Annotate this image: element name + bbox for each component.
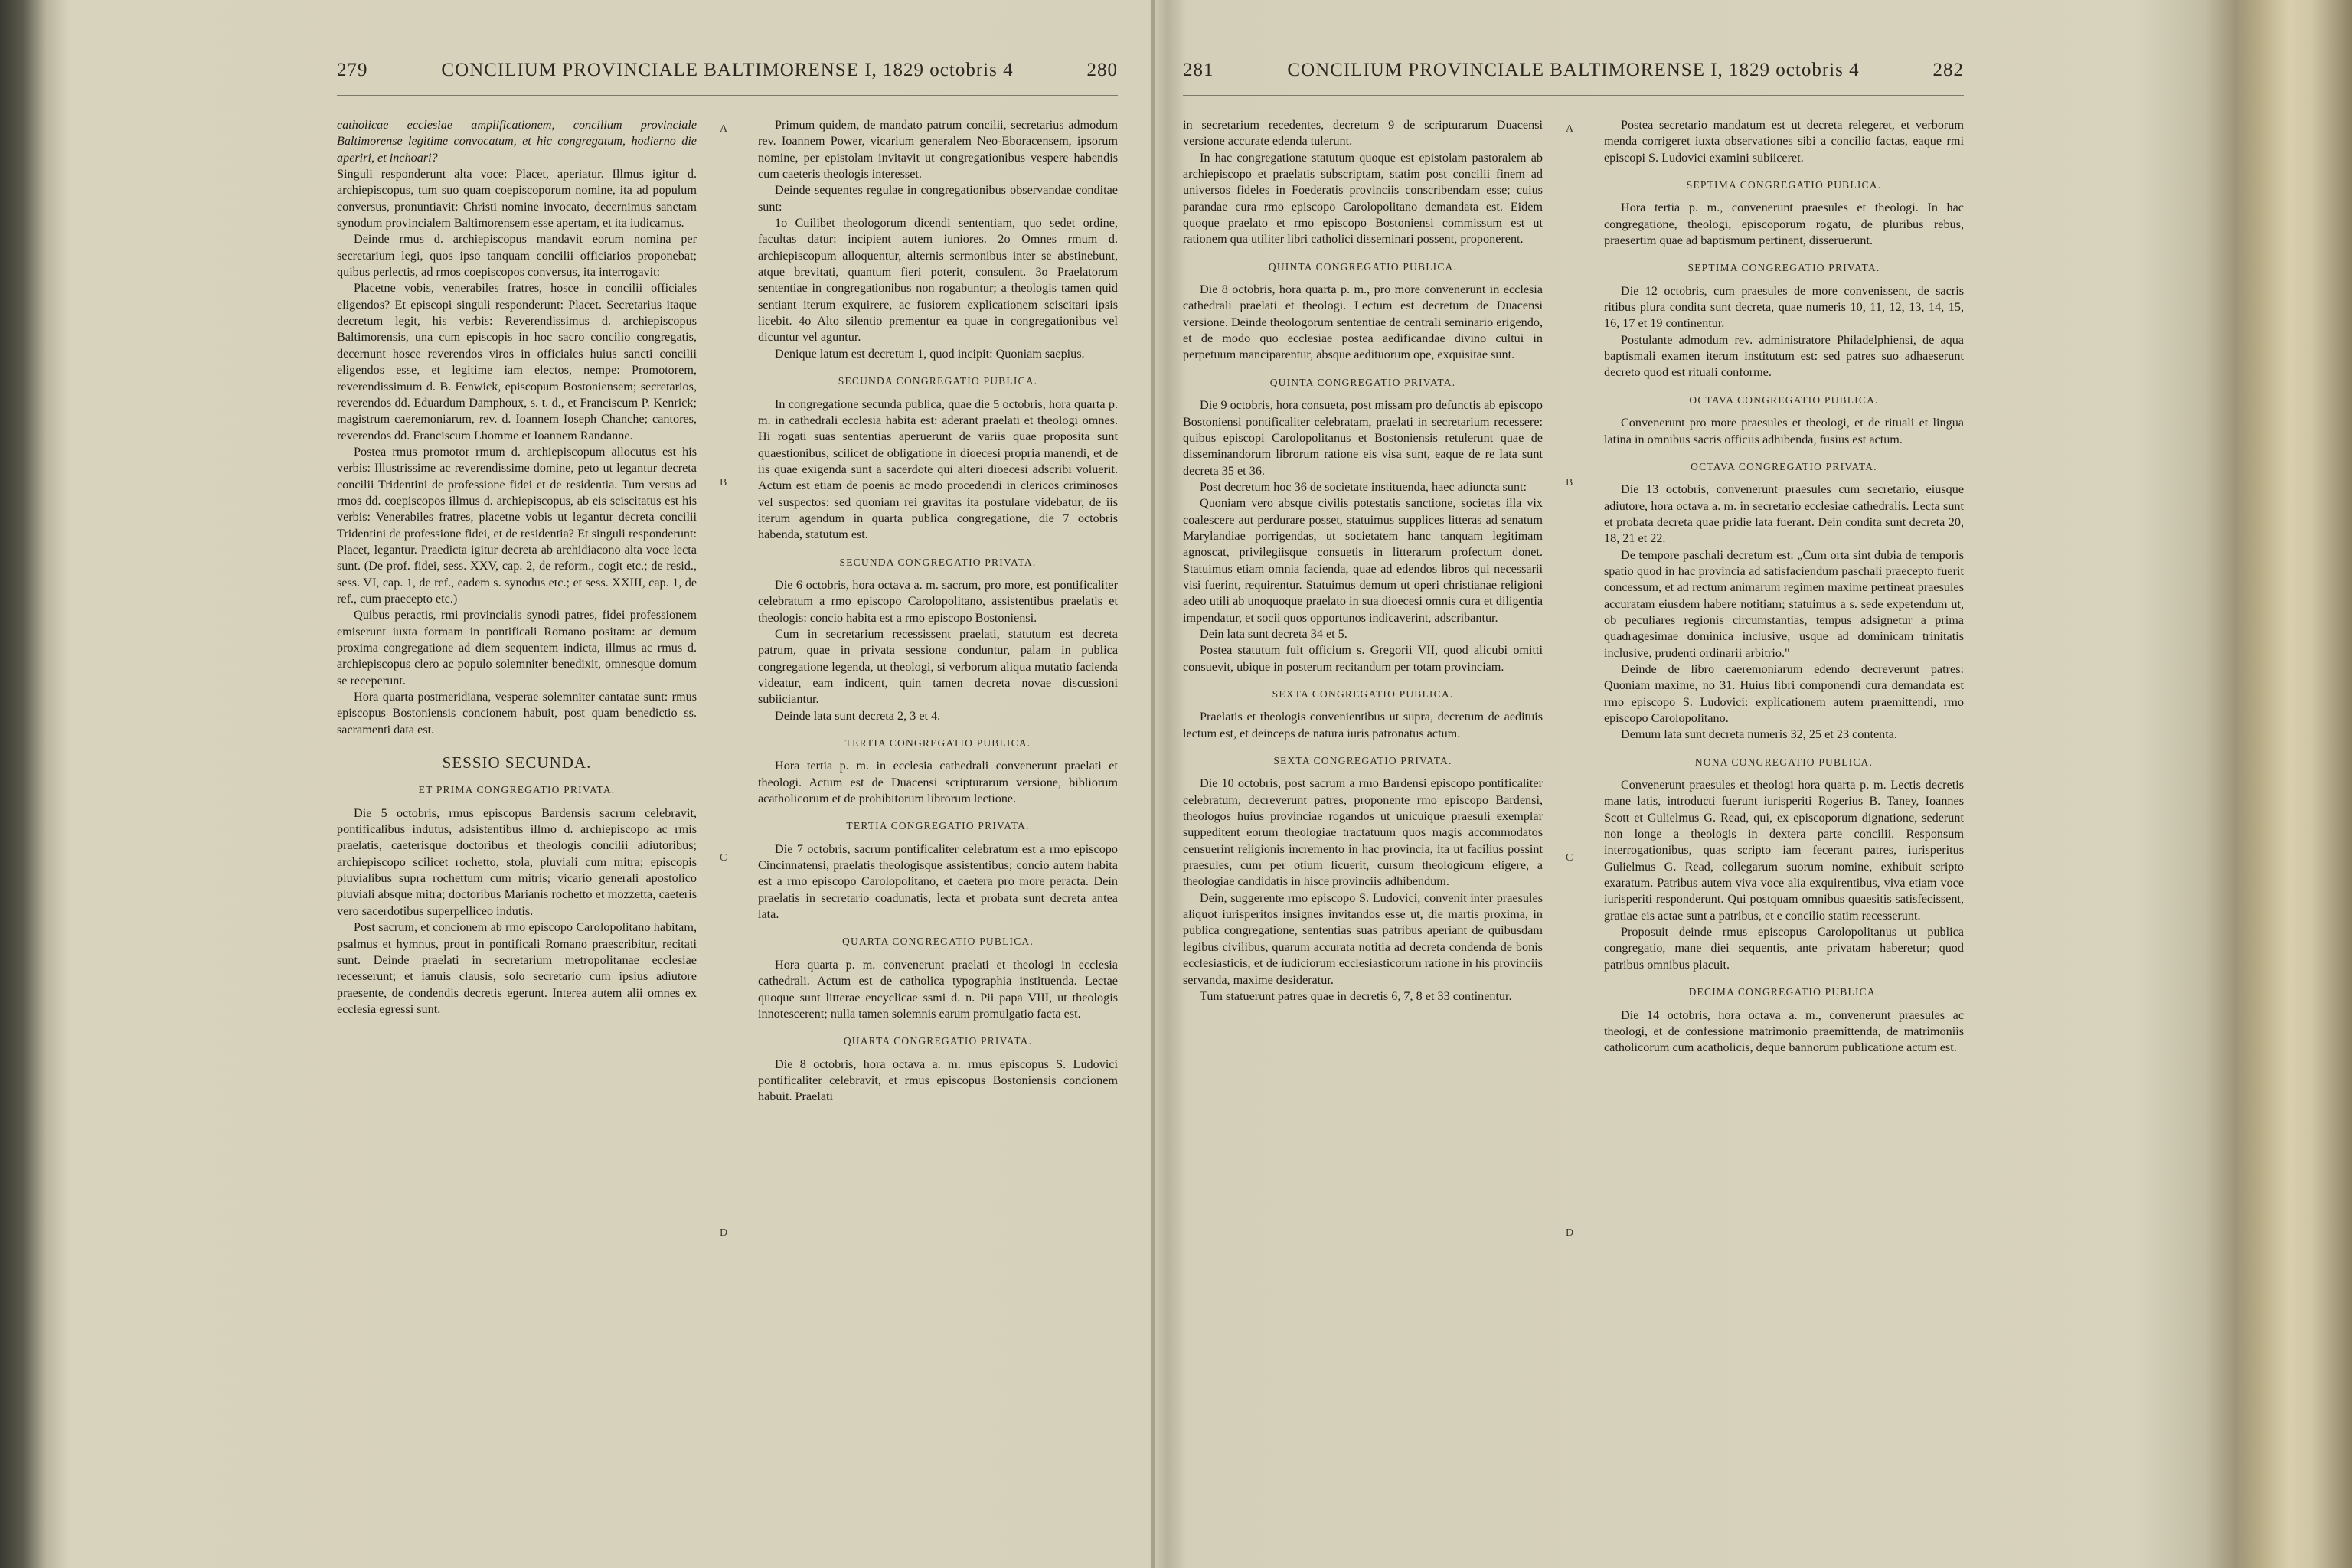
paragraph: Deinde de libro caeremoniarum edendo decreverunt patres: Quoniam maxime, no 31. Huius libri componendi cura demandata est rmo episcopo S. Ludovici: explicationem autem praemittendi, rmo episcopo Carolopolitano. bbox=[1604, 662, 1964, 725]
paragraph: Hora tertia p. m., convenerunt praesules et theologi. In hac congregatione, theologi, episcoporum rogatu, de pluribus rebus, praesertim quae ad baptismum pertinent, disseruerunt. bbox=[1604, 201, 1964, 248]
paragraph: Post decretum hoc 36 de societate instituenda, haec adiuncta sunt: bbox=[1200, 479, 1527, 494]
page-number: 282 bbox=[1932, 60, 1964, 80]
section-heading: TERTIA CONGREGATIO PRIVATA. bbox=[846, 820, 1030, 832]
paragraph: Primum quidem, de mandato patrum concilii, secretarius admodum rev. Ioannem Power, vicarium generalem Neo-Eboracensem, ipsorum nomine, per epistolam invitavit ut congregationibus vespere habendis cum caeteris theologis interesset. bbox=[758, 118, 1118, 181]
paragraph: Placetne vobis, venerabiles fratres, hosce in concilii officiales eligendos? Et episcopi singuli responderunt: Placet. Secretarius itaque decretum legit, his verbis: Reverendissimus d. archiepiscopus Baltimorensis, una cum episcopis in hoc sacro concilio congregatis, decernunt hosce reverendos viros in officiales huius sancti concilii eligendos esse, et legitime iam electos, nempe: Promotorem, reverendissimum d. B. Fenwick, episcopum Bostoniensem; secretarios, reverendos dd. Eduardum Damphoux, s. t. d., et Franciscum P. Kenrick; magistrum caeremoniarum, rev. d. Ioannem Ioseph Chanche; cantores, reverendos dd. Franciscum Lhomme et Ioannem Randanne. bbox=[337, 281, 697, 443]
paragraph: Quibus peractis, rmi provincialis synodi patres, fidei professionem emiserunt iuxta formam in pontificali Romano positam: ac demum proxima congregatione ad diem sequentem indicta, illmus ac rmus d. archiepiscopus clero ac populo solemniter benedixit, omnesque domum se receperunt. bbox=[337, 608, 697, 688]
paragraph: Die 7 octobris, sacrum pontificaliter celebratum est a rmo episcopo Cincinnatensi, praelatis theologisque assistentibus; concio autem habita est a rmo episcopo Carolopolitano, et caetera pro more peracta. Dein praelatis in secretario coadunatis, lecta et probata sunt decreta antea lata. bbox=[758, 841, 1118, 922]
section-heading: DECIMA CONGREGATIO PUBLICA. bbox=[1688, 986, 1880, 998]
paragraph: Praelatis et theologis convenientibus ut supra, decretum de aedituis lectum est, et deinceps de natura iuris patronatus actum. bbox=[1183, 710, 1543, 740]
paragraph: Dein lata sunt decreta 34 et 5. bbox=[1200, 626, 1348, 641]
paragraph: Die 9 octobris, hora consueta, post missam pro defunctis ab episcopo Bostoniensi pontificaliter celebratam, praelati in secretarium recessere: quibus episcopi Carolopolitanus et Bostoniensis retulerunt quae de disseminandorum librorum ratione eis visa sunt, eaque de re lata sunt decreta 35 et 36. bbox=[1183, 398, 1543, 478]
section-heading: QUARTA CONGREGATIO PUBLICA. bbox=[842, 936, 1034, 948]
margin-letter: C bbox=[720, 852, 727, 864]
paragraph: In hac congregatione statutum quoque est epistolam pastoralem ab archiepiscopo et praelatis subscriptam, statim post concilii finem ad universos fideles in Foederatis provinciis conscribendam esse; cuius parandae cura rmo episcopo Carolopolitano demandata est. Eidem quoque praelato et rmo episcopo Bostoniensi commissum est ut rationem qua utiliter libri catholici disseminari possent, proponerent. bbox=[1183, 150, 1543, 247]
paragraph: Cum in secretarium recessissent praelati, statutum est decreta patrum, quae in privata sessione conduntur, palam in publica congregatione legenda, ut theologi, si verborum aliqua mutatio facienda videatur, eam indicent, quin tamen decreta novae discussioni subiiciantur. bbox=[758, 626, 1118, 707]
paragraph: Deinde rmus d. archiepiscopus mandavit eorum nomina per secretarium legi, quos ipso tanquam concilii officiarios proponebat; quibus perlectis, ad rmos coepiscopos conversus, ita interrogavit: bbox=[337, 232, 697, 279]
paragraph: Tum statuerunt patres quae in decretis 6, 7, 8 et 33 continentur. bbox=[1200, 988, 1512, 1003]
paragraph: Postea secretario mandatum est ut decreta relegeret, et verborum menda corrigeret iuxta observationes sibi a concilio factas, eaque rmi episcopi S. Ludovici examini subiiceret. bbox=[1604, 118, 1964, 165]
paragraph: Postea statutum fuit officium s. Gregorii VII, quod alicubi omitti consuevit, ubique in posterum recitandum per totam provinciam. bbox=[1183, 643, 1543, 674]
paragraph: catholicae ecclesiae amplificationem, concilium provinciale Baltimorense legitime convocatum, et hic congregatum, hodierno die aperiri, et inchoari? bbox=[337, 118, 697, 165]
paragraph: 1o Cuilibet theologorum dicendi sententiam, quo sedet ordine, facultas datur: incipient autem iuniores. 2o Omnes rmum d. archiepiscopum alloquentur, alternis sermonibus inter se abstinebunt, atque brevitati, quantum fieri poterit, consulent. 3o Praelatorum sententiae in congregationibus non rogabuntur; a theologis tamen quid sentiant iterum exquirere, ac fusiorem explicationem sciscitari ipsis licebit. 4o Alto silentio prementur ea quae in congregationibus vel dicuntur vel aguntur. bbox=[758, 216, 1118, 345]
right-page-header bbox=[1183, 60, 1964, 95]
margin-letter: D bbox=[1566, 1227, 1574, 1239]
paragraph: Demum lata sunt decreta numeris 32, 25 et 23 contenta. bbox=[1621, 727, 1897, 742]
margin-letter: A bbox=[720, 123, 728, 135]
section-heading: QUINTA CONGREGATIO PRIVATA. bbox=[1269, 376, 1456, 388]
section-heading: SESSIO SECUNDA. bbox=[442, 753, 592, 773]
paragraph: Hora tertia p. m. in ecclesia cathedrali convenerunt praelati et theologi. Actum est de Duacensi scripturarum versione, bibliorum acatholicorum et de prohibitorum librorum lectione. bbox=[758, 759, 1118, 806]
paragraph: Quoniam vero absque civilis potestatis sanctione, societas illa vix coalescere aut perdurare posset, statuimus supplices litteras ad senatum Marylandiae porrigendas, ut societatem hanc tanquam legitimam agnoscat, privilegiisque consuetis in litterarum profectum donet. Statuimus etiam omnia facienda, quae ad edendos libros qui necessarii visi fuerint, requirentur. Statuimus demum ut operi christianae religioni adeo utili ab unoquoque praelato in sua dioecesi omnis cura et diligentia impendatur, et socii quos opportunos indicaverint, adscribantur. bbox=[1183, 496, 1543, 625]
paragraph: Die 14 octobris, hora octava a. m., convenerunt praesules ac theologi, et de confessione matrimonio praemittenda, de matrimoniis catholicorum cum acatholicis, deque bannorum publicatione actum est. bbox=[1604, 1008, 1964, 1055]
header-rule bbox=[337, 95, 1118, 96]
left-page bbox=[337, 60, 1118, 1549]
section-heading: TERTIA CONGREGATIO PUBLICA. bbox=[844, 737, 1031, 750]
paragraph: Die 8 octobris, hora octava a. m. rmus episcopus S. Ludovici pontificaliter celebravit, et rmus episcopus Bostoniensis concionem habuit. Praelati bbox=[758, 1057, 1118, 1104]
running-title: CONCILIUM PROVINCIALE BALTIMORENSE I, 1829 octobris 4 bbox=[1287, 60, 1860, 80]
margin-letter: B bbox=[1566, 477, 1573, 488]
section-heading: SECUNDA CONGREGATIO PUBLICA. bbox=[838, 375, 1038, 387]
running-title: CONCILIUM PROVINCIALE BALTIMORENSE I, 1829 octobris 4 bbox=[441, 60, 1014, 80]
section-heading: SEXTA CONGREGATIO PRIVATA. bbox=[1273, 755, 1452, 767]
book-fold bbox=[1152, 0, 1155, 1568]
paragraph: Postea rmus promotor rmum d. archiepiscopum allocutus est his verbis: Illustrissime ac reverendissime domine, peto ut legantur decreta concilii Tridentini de professione fidei et de residentia. Tum versus ad rmos dd. coepiscopos illmus d. archiepiscopus, ab eis sciscitatus est his verbis: Venerabiles fratres, placetne vobis ut legantur decreta concilii Tridentini de professione fidei, et de residentia? Et singuli responderunt: Placet, legantur. Praedicta igitur decreta ab archidiacono alta voce lecta sunt. (De prof. fidei, sess. XXV, cap. 2, de reform., cogit etc.; de resid., sess. VI, cap. 1, de ref., eadem s. synodus etc.; et sess. XXIII, cap. 1, de ref., cum praecepto etc.) bbox=[337, 444, 697, 606]
page-number: 279 bbox=[337, 60, 368, 80]
page-number: 281 bbox=[1183, 60, 1214, 80]
paragraph: Deinde sequentes regulae in congregationibus observandae conditae sunt: bbox=[758, 183, 1118, 214]
text-column bbox=[1183, 117, 1543, 1549]
text-column bbox=[758, 117, 1118, 1549]
paragraph: in secretarium recedentes, decretum 9 de scripturarum Duacensi versione accurate edenda tulerunt. bbox=[1183, 118, 1543, 149]
paragraph: Proposuit deinde rmus episcopus Carolopolitanus ut publica congregatio, mane diei sequentis, ante privatam haberetur; quod patribus omnibus placuit. bbox=[1604, 925, 1964, 972]
paragraph: Die 13 octobris, convenerunt praesules cum secretario, eiusque adiutore, hora octava a. m. in secretario ecclesiae cathedralis. Lecta sunt et probata decreta quae pridie lata fuerant. Dein condita sunt decreta 20, 18, 21 et 22. bbox=[1604, 482, 1964, 546]
margin-letter: D bbox=[720, 1227, 728, 1239]
paragraph: Die 6 octobris, hora octava a. m. sacrum, pro more, est pontificaliter celebratum a rmo episcopo Carolopolitano, assistentibus praelatis et theologis: concio habita est a rmo episcopo Bostoniensi. bbox=[758, 577, 1118, 625]
paragraph: Die 5 octobris, rmus episcopus Bardensis sacrum celebravit, pontificalibus indutus, adsistentibus illmo d. archiepiscopo ac rmis praelatis, caeterisque doctoribus et theologis concilii adiutoribus; archiepiscopo scilicet rochetto, stola, pluviali cum mitra; episcopis pluvialibus supra rochettum cum mitris; vicario generali apostolico pluviali absque mitra; doctoribus Marianis rochetto et mozzetta, caeteris vero sacerdotibus superpelliceo indutis. bbox=[337, 805, 697, 918]
section-heading: SEPTIMA CONGREGATIO PRIVATA. bbox=[1687, 262, 1880, 274]
header-rule bbox=[1183, 95, 1964, 96]
section-heading: OCTAVA CONGREGATIO PRIVATA. bbox=[1690, 460, 1877, 472]
section-heading: QUARTA CONGREGATIO PRIVATA. bbox=[843, 1035, 1033, 1047]
margin-letter: A bbox=[1566, 123, 1574, 135]
paragraph: In congregatione secunda publica, quae die 5 octobris, hora quarta p. m. in cathedrali ecclesia habita est: aderant praelati et theologi omnes. Hi rogati suas sententias aperuerunt de variis quae proposita sunt quaestionibus, scilicet de obligatione in dioecesi propria manendi, et de iis quae exigenda sunt a sacerdote qui alteri dioecesi adscribi voluerit. Actum est etiam de poenis ac modo procedendi in clericos criminosos vel suspectos: sed quoniam rei gravitas ita postulare videbatur, de iis iterum agendum in quarta publica congregatione, die 7 octobris habenda, statutum est. bbox=[758, 397, 1118, 542]
paragraph: Denique latum est decretum 1, quod incipit: Quoniam saepius. bbox=[775, 346, 1085, 361]
section-heading: SEXTA CONGREGATIO PUBLICA. bbox=[1272, 688, 1454, 700]
paragraph: Hora quarta postmeridiana, vesperae solemniter cantatae sunt: rmus episcopus Bostoniensis concionem habuit, post quam benedictio ss. sacramenti data est. bbox=[337, 690, 697, 737]
section-heading: SEPTIMA CONGREGATIO PUBLICA. bbox=[1686, 179, 1882, 191]
paragraph: Convenerunt pro more praesules et theologi, et de rituali et lingua latina in omnibus sacris officiis adhibenda, fusius est actum. bbox=[1604, 416, 1964, 446]
text-column bbox=[1604, 117, 1964, 1549]
section-heading: QUINTA CONGREGATIO PUBLICA. bbox=[1268, 260, 1458, 273]
paragraph: Deinde lata sunt decreta 2, 3 et 4. bbox=[775, 708, 941, 723]
margin-letter: C bbox=[1566, 852, 1573, 864]
paragraph: Die 8 octobris, hora quarta p. m., pro more convenerunt in ecclesia cathedrali praelati et theologi. Lectum est decretum de Duacensi versione. Deinde theologorum sententiae de centrali seminario erigendo, et de modo quo ecclesiae postea aedificandae divino cultui in perpetuum manciparentur, absque aedituorum ope, exquisitae sunt. bbox=[1183, 283, 1543, 362]
page-number: 280 bbox=[1086, 60, 1118, 80]
paragraph: Convenerunt praesules et theologi hora quarta p. m. Lectis decretis mane latis, introducti fuerunt iurisperiti Rogerius B. Taney, Ioannes Scott et Gulielmus G. Read, qui, ex episcoporum dignatione, sederunt non longe a theologis in dextera parte concilii. Responsum interrogationibus, quas scripto iam fecerant patres, iurisperitus Gulielmus G. Read, collegarum suorum nomine, exhibuit scripto exaratum. Patribus autem viva voce alia exquirentibus, viva etiam voce iurisperiti responderunt. Qui postquam omnibus quaesitis satisfecissent, gratiae eis actae sunt a patribus, et e concilio statim recesserunt. bbox=[1604, 778, 1964, 923]
section-heading: NONA CONGREGATIO PUBLICA. bbox=[1694, 756, 1873, 768]
paragraph: Postulante admodum rev. administratore Philadelphiensi, de aqua baptismali examen iterum institutum est: sed patres suo adhaeserunt decreto quod est rituali conforme. bbox=[1604, 332, 1964, 380]
margin-letter: B bbox=[720, 477, 727, 488]
paragraph: De tempore paschali decretum est: „Cum orta sint dubia de temporis spatio quod in hac provincia ad satisfaciendum paschali praecepto fuerit concessum, et ad rectum animarum regimen maxime pertineat praesules accuratam eiusdem habere notitiam; statuimus a s. sede expetendum ut, ob peculiares regionis circumstantias, tempus adsignetur a prima quadragesimae dominica inclusive, usque ad dominicam trinitatis inclusive, prudenti ordinarii arbitrio." bbox=[1604, 547, 1964, 660]
paragraph: Hora quarta p. m. convenerunt praelati et theologi in ecclesia cathedrali. Actum est de catholica typographia instituenda. Lectae quoque sunt litterae encyclicae ssmi d. n. Pii papa VIII, ut theologis innotescerent; nulla tamen solemnis earum promulgatio facta est. bbox=[758, 957, 1118, 1021]
right-page bbox=[1183, 60, 1964, 1549]
section-heading: SECUNDA CONGREGATIO PRIVATA. bbox=[839, 556, 1037, 568]
paragraph: Dein, suggerente rmo episcopo S. Ludovici, convenit inter praesules aliquot iurisperitos insignes invitandos esse ut, die martis proxima, in publica congregatione, sententias suas patribus aperiant de quibusdam legibus civilibus, quarum accurata notitia ad decreta condenda de bonis ecclesiasticis, et de iudiciorum ecclesiasticorum ratione in his provinciis servanda, maxime desideratur. bbox=[1183, 890, 1543, 987]
paragraph: Post sacrum, et concionem ab rmo episcopo Carolopolitano habitam, psalmus et hymnus, prout in pontificali Romano praescribitur, recitati sunt. Deinde praelati in secretarium metropolitanae ecclesiae recesserunt; et ianuis clausis, solo secretario cum ipsius adiutore praesente, de condendis decretis egerunt. Interea autem alii omnes ex ecclesia egressi sunt. bbox=[337, 920, 697, 1016]
paragraph: Singuli responderunt alta voce: Placet, aperiatur. Illmus igitur d. archiepiscopus, tum suo quam coepiscoporum nomine, ita ad populum conversus, pronuntiavit: Christi nomine invocato, decernimus sanctam synodum provincialem Baltimorensem esse apertam, et ita iudicamus. bbox=[337, 167, 697, 230]
text-column bbox=[337, 117, 697, 1549]
section-heading: OCTAVA CONGREGATIO PUBLICA. bbox=[1689, 394, 1879, 406]
section-heading: ET PRIMA CONGREGATIO PRIVATA. bbox=[418, 784, 616, 796]
paragraph: Die 10 octobris, post sacrum a rmo Bardensi episcopo pontificaliter celebratum, decreverunt patres, proponente rmo episcopo Bardensi, theologos huius provinciae rogandos ut unicuique praesuli exemplar suppeditent eorum theologiae tractatuum quos magis accommodatos censuerint religionis incremento in hac provincia, ita ut facilius possint praesules, cum per otium licuerit, cursum theologicum eligere, a theologiae candidatis in hisce provinciis adhibendum. bbox=[1183, 776, 1543, 889]
paragraph: Die 12 octobris, cum praesules de more convenissent, de sacris ritibus plura condita sunt decreta, quae numeris 10, 11, 12, 13, 14, 15, 16, 17 et 19 continentur. bbox=[1604, 283, 1964, 331]
left-page-header bbox=[337, 60, 1118, 95]
